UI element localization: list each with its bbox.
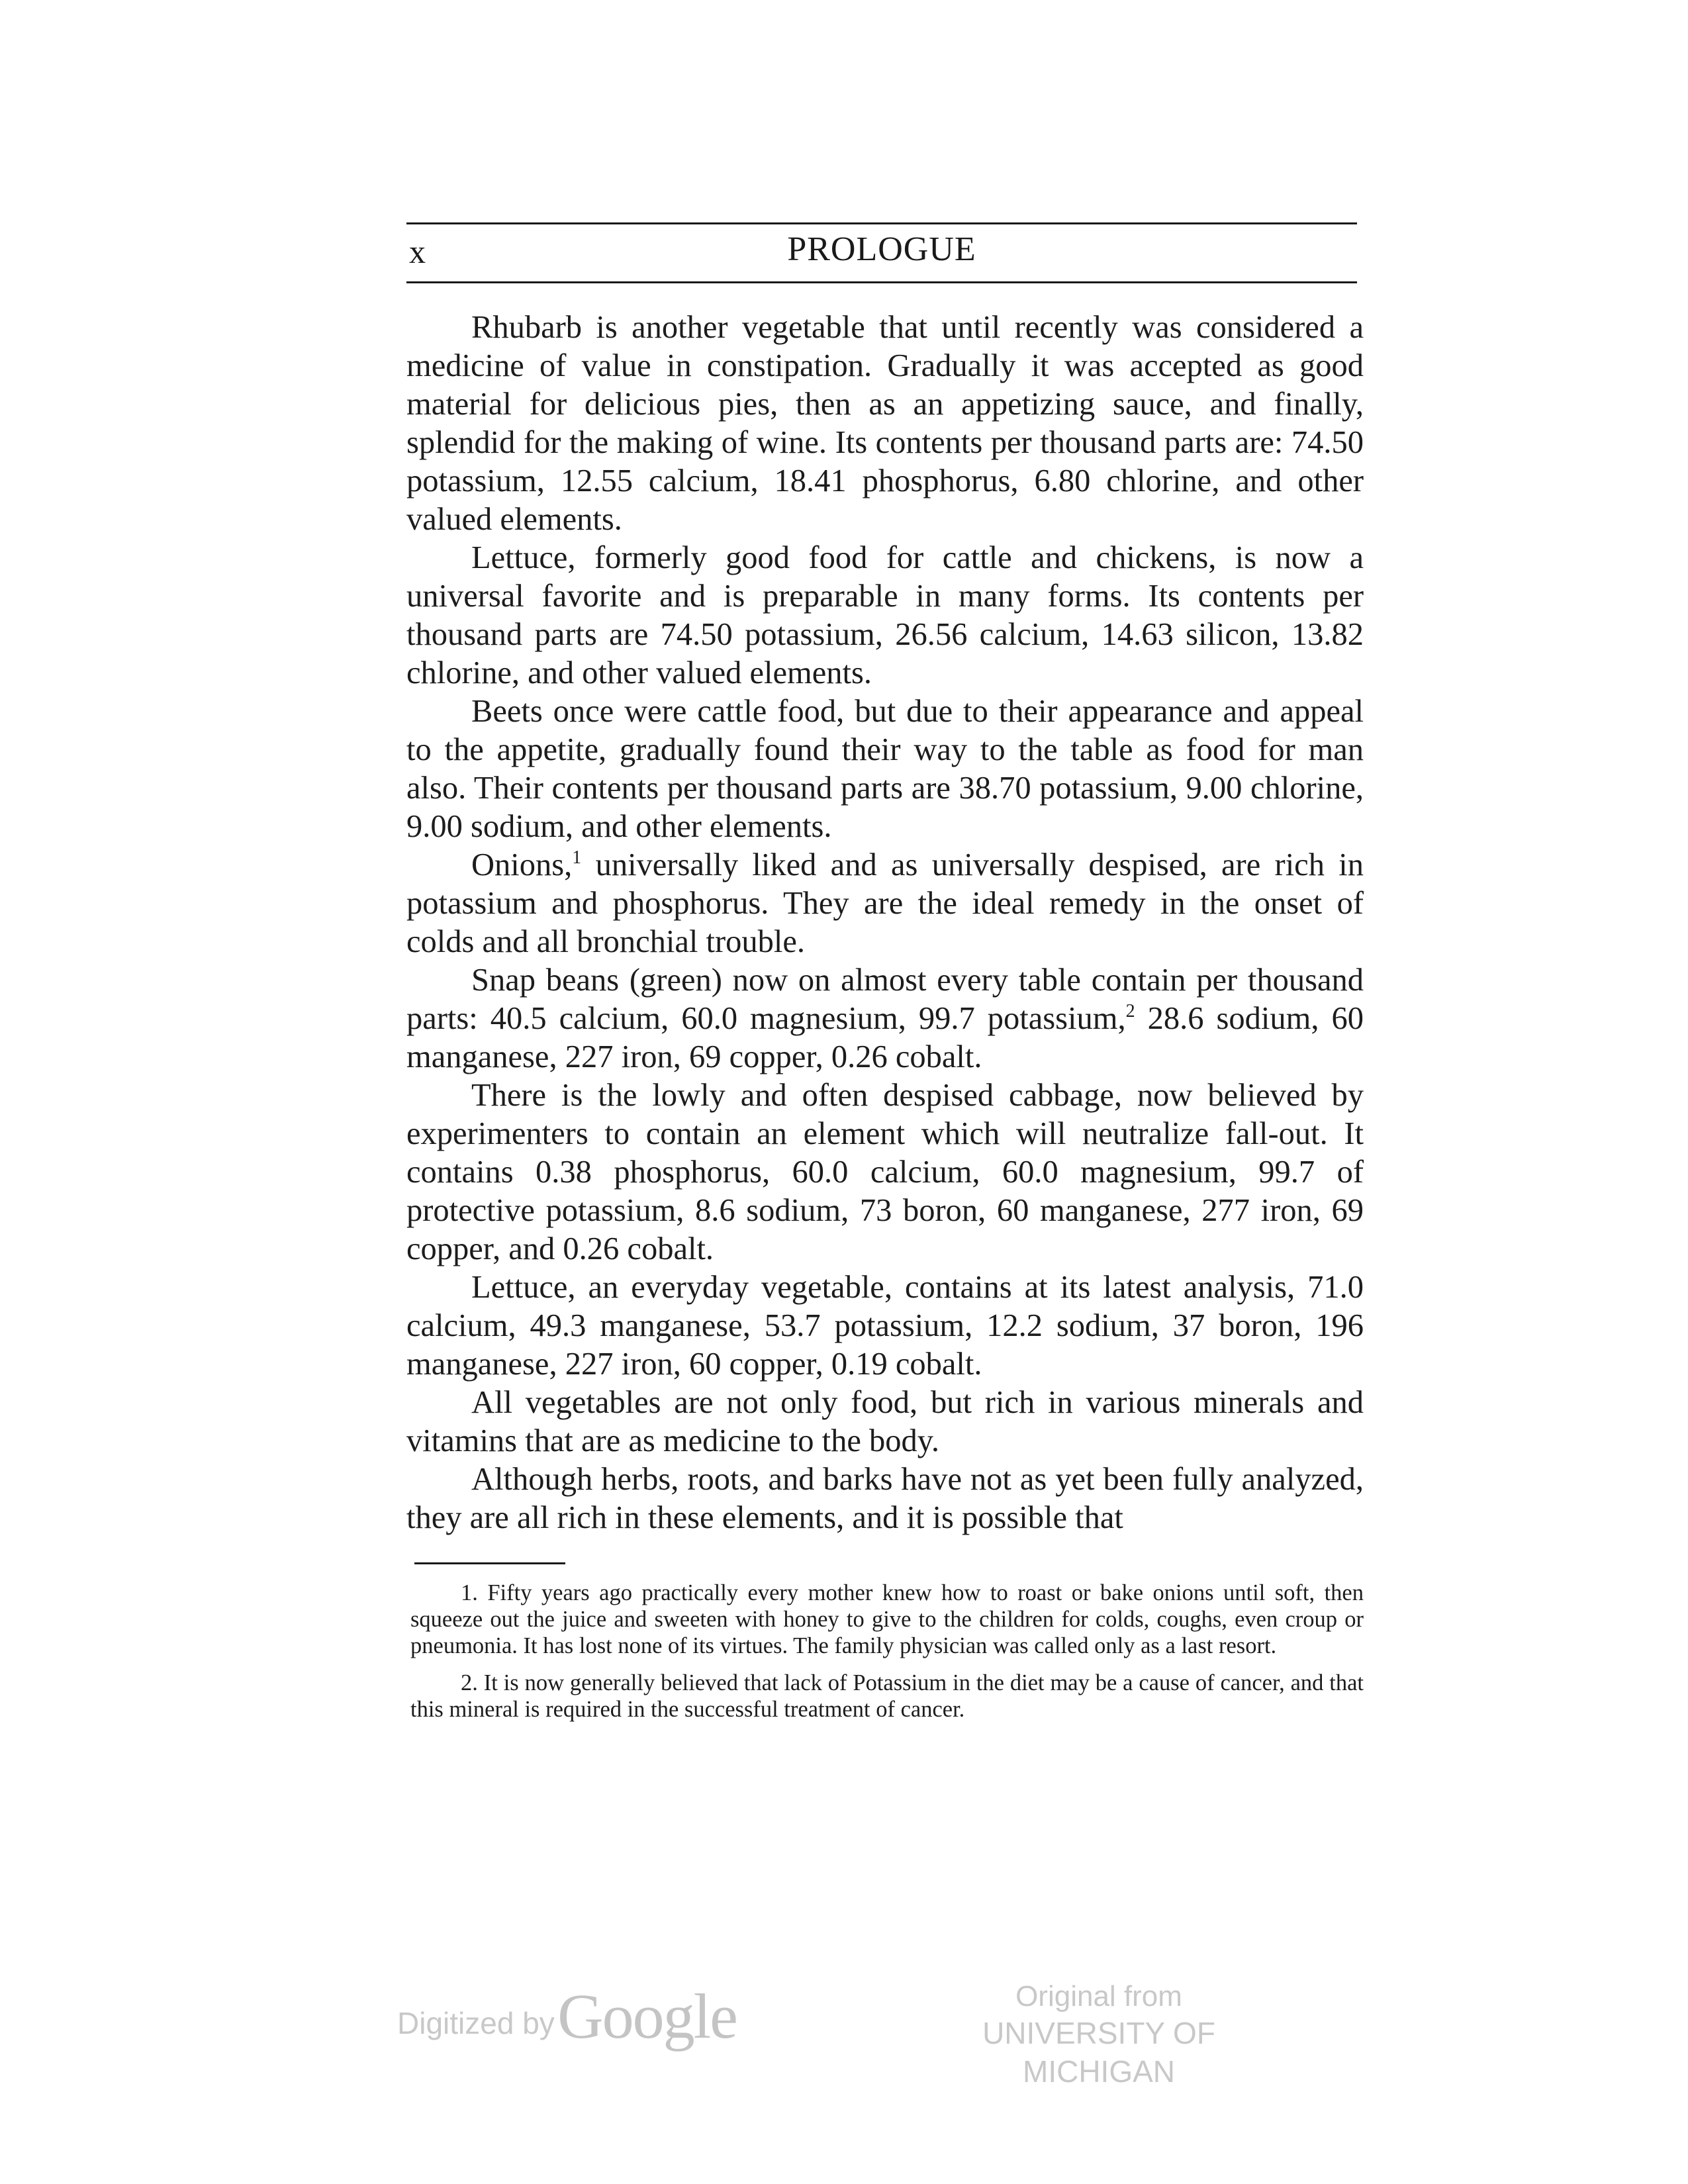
- paragraph-lettuce-analysis: Lettuce, an everyday vegetable, contains at its latest analysis, 71.0 calcium, 49.3 manganese, 53.7 potassium, 12.2 sodium, 37 boron, 196 manganese, 227 iron, 60 copper, 0.19 cobalt.: [406, 1270, 1364, 1382]
- page-number: x: [409, 233, 426, 270]
- paragraph-snap-beans: [406, 961, 1364, 1076]
- paragraph-cabbage: There is the lowly and often despised cabbage, now believed by experimenters to contain an element which will neutralize fall-out. It contains 0.38 phosphorus, 60.0 calcium, 60.0 magnesium, 99.7 of protective potassium, 8.6 sodium, 73 boron, 60 manganese, 277 iron, 69 copper, and 0.26 cobalt.: [406, 1078, 1364, 1266]
- paragraph-herbs: Although herbs, roots, and barks have not as yet been fully analyzed, they are all rich in these elements, and it is possible that: [406, 1462, 1364, 1535]
- footnote-ref-2: 2: [1125, 1001, 1135, 1021]
- onions-text-start: Onions,: [471, 847, 573, 882]
- original-from-text: Original from: [1015, 1980, 1182, 2013]
- running-title: PROLOGUE: [787, 230, 976, 268]
- paragraph-onions: [406, 846, 1364, 961]
- footnotes: [410, 1580, 1364, 1733]
- paragraph-lettuce: Lettuce, formerly good food for cattle and chickens, is now a universal favorite and is preparable in many forms. Its contents per thousand parts are 74.50 potassium, 26.56 calcium, 14.63 silicon, 13.82 chlorine, and other valued elements.: [406, 540, 1364, 690]
- footnote-1: 1. Fifty years ago practically every mother knew how to roast or bake onions until soft, then squeeze out the juice and sweeten with honey to give to the children for colds, coughs, even croup or pneumonia. It has lost none of its virtues. The family physician was called only as a last resort.: [410, 1580, 1364, 1658]
- beans-text-end: 28.6 sodium, 60 manganese, 227 iron, 69 copper, 0.26 cobalt.: [406, 1001, 1364, 1074]
- original-from-watermark: [914, 1979, 1284, 2091]
- onions-text-end: universally liked and as universally despised, are rich in potassium and phosphorus. They are the ideal remedy in the onset of colds and all bronchial trouble.: [406, 847, 1364, 959]
- body-text: [406, 309, 1364, 1537]
- paragraph-all-vegetables: All vegetables are not only food, but rich in various minerals and vitamins that are as medicine to the body.: [406, 1385, 1364, 1458]
- beans-text-start: Snap beans (green) now on almost every table contain per thousand parts: 40.5 calcium, 60.0 magnesium, 99.7 potassium,: [406, 963, 1364, 1036]
- footnote-2: 2. It is now generally believed that lack of Potassium in the diet may be a cause of cancer, and that this mineral is required in the successful treatment of cancer.: [410, 1670, 1364, 1722]
- running-header: [406, 222, 1357, 283]
- digitized-by-text: Digitized by: [397, 2006, 555, 2040]
- paragraph-beets: Beets once were cattle food, but due to their appearance and appeal to the appetite, gradually found their way to the table as food for man also. Their contents per thousand parts are 38.70 potassium, 9.00 chlorine, 9.00 sodium, and other elements.: [406, 694, 1364, 844]
- paragraph-rhubarb: Rhubarb is another vegetable that until recently was considered a medicine of value in constipation. Gradually it was accepted as good material for delicious pies, then as an appetizing sauce, and finally, splendid for the making of wine. Its contents per thousand parts are: 74.50 potassium, 12.55 calcium, 18.41 phosphorus, 6.80 chlorine, and other valued elements.: [406, 310, 1364, 537]
- google-logo: Google: [557, 1981, 737, 2052]
- university-name: UNIVERSITY OF MICHIGAN: [982, 2016, 1215, 2089]
- footnote-ref-1: 1: [572, 847, 582, 868]
- footnote-divider: [414, 1562, 565, 1564]
- digitized-by-watermark: [397, 1979, 737, 2053]
